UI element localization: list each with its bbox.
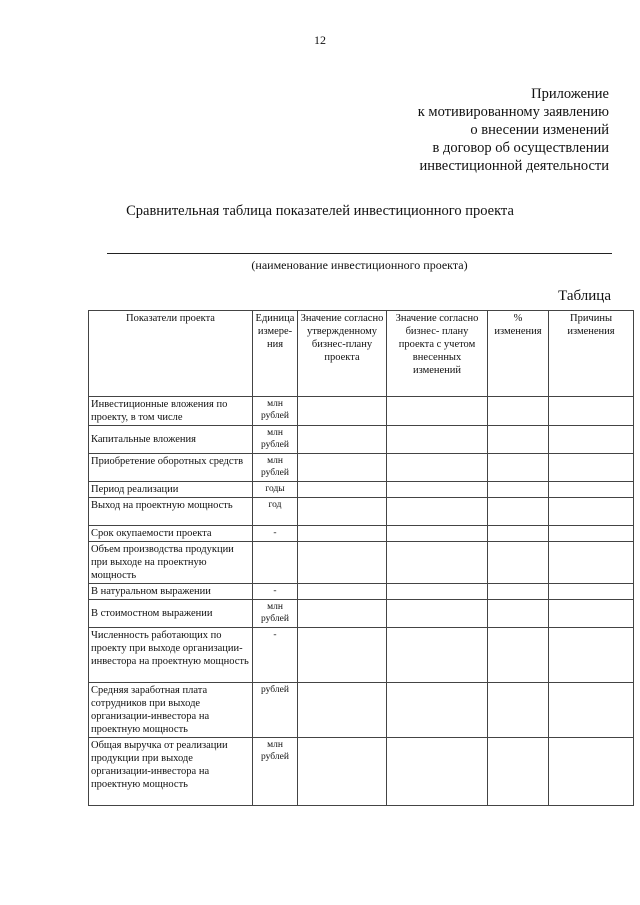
indicator-name: Период реализации	[89, 482, 253, 498]
col-header-changed-value: Значение согласно бизнес- плану проекта с учетом внесенных изменений	[387, 311, 488, 397]
changed-value-cell	[387, 526, 488, 542]
percent-change-cell	[488, 542, 549, 584]
indicators-table	[88, 310, 634, 806]
percent-change-cell	[488, 526, 549, 542]
table-row	[89, 600, 634, 628]
table-header-row	[89, 311, 634, 397]
indicator-name: Средняя заработная плата сотрудников при выходе организации-инвестора на проектную мощность	[89, 683, 253, 738]
approved-value-cell	[298, 584, 387, 600]
col-header-reasons: Причины изменения	[549, 311, 634, 397]
table-row	[89, 542, 634, 584]
percent-change-cell	[488, 600, 549, 628]
changed-value-cell	[387, 454, 488, 482]
table-row	[89, 738, 634, 806]
indicator-unit: -	[253, 628, 298, 683]
changed-value-cell	[387, 482, 488, 498]
indicator-unit: рублей	[253, 683, 298, 738]
approved-value-cell	[298, 454, 387, 482]
indicator-name: Срок окупаемости проекта	[89, 526, 253, 542]
approved-value-cell	[298, 397, 387, 426]
reason-cell	[549, 498, 634, 526]
indicator-name: В стоимостном выражении	[89, 600, 253, 628]
reason-cell	[549, 526, 634, 542]
changed-value-cell	[387, 683, 488, 738]
document-title: Сравнительная таблица показателей инвестиционного проекта	[126, 203, 514, 219]
table-row	[89, 426, 634, 454]
changed-value-cell	[387, 542, 488, 584]
indicator-unit: млн рублей	[253, 600, 298, 628]
approved-value-cell	[298, 498, 387, 526]
table-row	[89, 628, 634, 683]
percent-change-cell	[488, 628, 549, 683]
percent-change-cell	[488, 738, 549, 806]
changed-value-cell	[387, 584, 488, 600]
reason-cell	[549, 584, 634, 600]
reason-cell	[549, 683, 634, 738]
table-row	[89, 584, 634, 600]
reason-cell	[549, 738, 634, 806]
percent-change-cell	[488, 426, 549, 454]
reason-cell	[549, 628, 634, 683]
table-row	[89, 526, 634, 542]
indicator-unit: год	[253, 498, 298, 526]
indicator-unit: годы	[253, 482, 298, 498]
indicator-unit: -	[253, 526, 298, 542]
changed-value-cell	[387, 397, 488, 426]
indicator-name: Капитальные вложения	[89, 426, 253, 454]
approved-value-cell	[298, 526, 387, 542]
col-header-unit: Единица измере- ния	[253, 311, 298, 397]
appendix-line: к мотивированному заявлению	[417, 104, 609, 120]
reason-cell	[549, 454, 634, 482]
reason-cell	[549, 426, 634, 454]
indicator-name: Численность работающих по проекту при выходе организации-инвестора на проектную мощность	[89, 628, 253, 683]
reason-cell	[549, 482, 634, 498]
table-row	[89, 454, 634, 482]
approved-value-cell	[298, 426, 387, 454]
approved-value-cell	[298, 600, 387, 628]
approved-value-cell	[298, 628, 387, 683]
col-header-approved-value: Значение согласно утвержденному бизнес-плану проекта	[298, 311, 387, 397]
indicator-unit: млн рублей	[253, 454, 298, 482]
indicator-unit: -	[253, 584, 298, 600]
project-name-line	[107, 253, 612, 254]
col-header-percent-change: % изменения	[488, 311, 549, 397]
percent-change-cell	[488, 454, 549, 482]
table-row	[89, 482, 634, 498]
indicator-unit	[253, 542, 298, 584]
approved-value-cell	[298, 542, 387, 584]
table-row	[89, 498, 634, 526]
approved-value-cell	[298, 683, 387, 738]
table-row	[89, 397, 634, 426]
reason-cell	[549, 397, 634, 426]
page-number: 12	[314, 33, 326, 47]
indicator-name: Выход на проектную мощность	[89, 498, 253, 526]
project-name-caption: (наименование инвестиционного проекта)	[251, 258, 468, 272]
percent-change-cell	[488, 482, 549, 498]
appendix-line: инвестиционной деятельности	[419, 158, 609, 174]
reason-cell	[549, 600, 634, 628]
indicator-name: Общая выручка от реализации продукции при выходе организации-инвестора на проектную мощность	[89, 738, 253, 806]
changed-value-cell	[387, 600, 488, 628]
changed-value-cell	[387, 738, 488, 806]
indicator-name: Объем производства продукции при выходе на проектную мощность	[89, 542, 253, 584]
percent-change-cell	[488, 683, 549, 738]
approved-value-cell	[298, 738, 387, 806]
appendix-header	[418, 85, 609, 175]
reason-cell	[549, 542, 634, 584]
table-label: Таблица	[558, 288, 611, 304]
approved-value-cell	[298, 482, 387, 498]
changed-value-cell	[387, 426, 488, 454]
indicator-unit: млн рублей	[253, 738, 298, 806]
indicator-name: Приобретение оборотных средств	[89, 454, 253, 482]
indicator-name: Инвестиционные вложения по проекту, в том числе	[89, 397, 253, 426]
appendix-line: о внесении изменений	[470, 122, 609, 138]
percent-change-cell	[488, 584, 549, 600]
col-header-indicator: Показатели проекта	[89, 311, 253, 397]
appendix-line: в договор об осуществлении	[432, 140, 609, 156]
percent-change-cell	[488, 498, 549, 526]
percent-change-cell	[488, 397, 549, 426]
changed-value-cell	[387, 628, 488, 683]
table-row	[89, 683, 634, 738]
appendix-line: Приложение	[531, 86, 609, 102]
indicator-name: В натуральном выражении	[89, 584, 253, 600]
indicator-unit: млн рублей	[253, 397, 298, 426]
changed-value-cell	[387, 498, 488, 526]
indicator-unit: млн рублей	[253, 426, 298, 454]
